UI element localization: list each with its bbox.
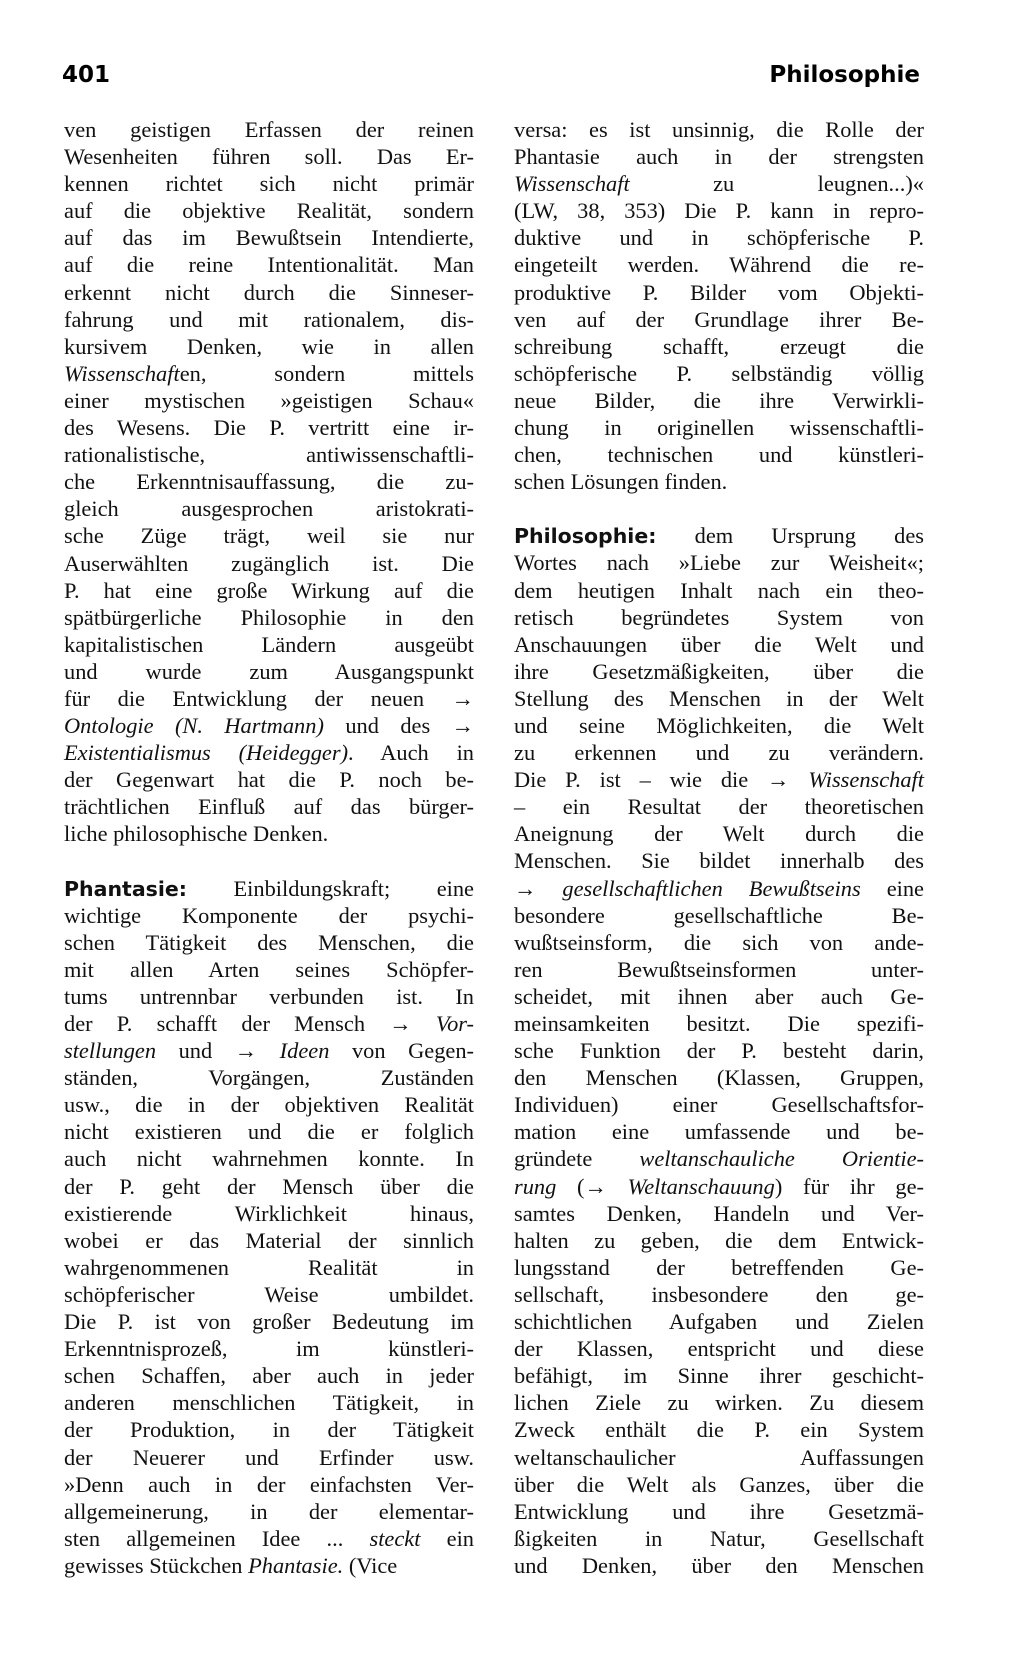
text-line: der P. schafft der Mensch → Vor- xyxy=(64,1011,474,1036)
text-line: meinsamkeiten besitzt. Die spezifi- xyxy=(514,1011,924,1036)
text-line: den Menschen (Klassen, Gruppen, xyxy=(514,1065,924,1091)
text-line: Die P. ist von großer Bedeutung im xyxy=(64,1309,474,1335)
text-line: nicht existieren und die er folglich xyxy=(64,1119,474,1145)
text-line: lichen Ziele zu wirken. Zu diesem xyxy=(514,1390,924,1416)
text-line: schreibung schafft, erzeugt die xyxy=(514,333,924,359)
text-line: und Denken, über den Menschen xyxy=(514,1552,924,1578)
text-line: schen Schaffen, aber auch in jeder xyxy=(64,1363,474,1389)
text-line: wahrgenommenen Realität in xyxy=(64,1254,474,1280)
text-line: wußtseinsform, die sich von ande- xyxy=(514,929,924,955)
text-line: Die P. ist – wie die → Wissenschaft xyxy=(514,767,924,793)
text-line: sten allgemeinen Idee ... steckt ein xyxy=(64,1525,474,1551)
text-line: Aneignung der Welt durch die xyxy=(514,821,924,847)
text-line: auch nicht wahrnehmen konnte. In xyxy=(64,1146,474,1172)
text-line: Wortes nach »Liebe zur Weisheit«; xyxy=(514,550,924,576)
text-line: zu erkennen und zu verändern. xyxy=(514,740,924,766)
text-line: ren Bewußtseinsformen unter- xyxy=(514,956,924,982)
text-line: fahrung und mit rationalem, dis- xyxy=(64,306,474,332)
text-line: allgemeinerung, in der elementar- xyxy=(64,1498,474,1524)
text-line: produktive P. Bilder vom Objekti- xyxy=(514,279,924,305)
text-line: ständen, Vorgängen, Zuständen xyxy=(64,1065,474,1091)
text-line: befähigt, im Sinne ihrer geschicht- xyxy=(514,1363,924,1389)
text-line: Entwicklung und ihre Gesetzmä- xyxy=(514,1498,924,1524)
text-line: und seine Möglichkeiten, die Welt xyxy=(514,712,924,738)
text-line: trächtlichen Einfluß auf das bürger- xyxy=(64,794,474,820)
text-line: wobei er das Material der sinnlich xyxy=(64,1227,474,1253)
right-column xyxy=(514,116,924,1579)
entry-separator xyxy=(64,848,474,875)
text-line: wichtige Komponente der psychi- xyxy=(64,902,474,928)
continuation-paragraph xyxy=(64,116,474,848)
text-line: → gesellschaftlichen Bewußtseins eine xyxy=(514,875,924,901)
text-line: Phantasie auch in der strengsten xyxy=(514,144,924,170)
page-number: 401 xyxy=(62,62,111,88)
text-line: (LW, 38, 353) Die P. kann in repro- xyxy=(514,198,924,224)
text-line: Phantasie: Einbildungskraft; eine xyxy=(64,875,474,901)
text-line: anderen menschlichen Tätigkeit, in xyxy=(64,1390,474,1416)
entry-phantasie xyxy=(64,875,474,1579)
text-line: eingeteilt werden. Während die re- xyxy=(514,252,924,278)
text-line: Auserwählten zugänglich ist. Die xyxy=(64,550,474,576)
text-line: Individuen) einer Gesellschaftsfor- xyxy=(514,1092,924,1118)
text-line: mation eine umfassende und be- xyxy=(514,1119,924,1145)
text-line: Anschauungen über die Welt und xyxy=(514,631,924,657)
entry-philosophie xyxy=(514,522,924,1579)
text-line: gleich ausgesprochen aristokrati- xyxy=(64,496,474,522)
text-line: schichtlichen Aufgaben und Zielen xyxy=(514,1309,924,1335)
text-line: der P. geht der Mensch über die xyxy=(64,1173,474,1199)
text-line: ihre Gesetzmäßigkeiten, über die xyxy=(514,658,924,684)
text-line: dem heutigen Inhalt nach ein theo- xyxy=(514,577,924,603)
text-line: che Erkenntnisauffassung, die zu- xyxy=(64,469,474,495)
text-line: gewisses Stückchen Phantasie. (Vice xyxy=(64,1552,398,1578)
text-line: der Produktion, in der Tätigkeit xyxy=(64,1417,474,1443)
text-line: gründete weltanschauliche Orientie- xyxy=(514,1146,924,1172)
text-line: kursivem Denken, wie in allen xyxy=(64,333,474,359)
running-head: Philosophie xyxy=(769,62,920,88)
text-line: für die Entwicklung der neuen → xyxy=(64,685,474,711)
text-line: Zweck enthält die P. ein System xyxy=(514,1417,924,1443)
text-line: Menschen. Sie bildet innerhalb des xyxy=(514,848,924,874)
text-line: auf die objektive Realität, sondern xyxy=(64,198,474,224)
text-line: spätbürgerliche Philosophie in den xyxy=(64,604,474,630)
text-line: mit allen Arten seines Schöpfer- xyxy=(64,956,474,982)
text-line: neue Bilder, die ihre Verwirkli- xyxy=(514,387,924,413)
text-line: retisch begründetes System von xyxy=(514,604,924,630)
text-line: der Gegenwart hat die P. noch be- xyxy=(64,767,474,793)
text-line: Erkenntnisprozeß, im künstleri- xyxy=(64,1336,474,1362)
text-line: stellungen und → Ideen von Gegen- xyxy=(64,1038,474,1064)
text-line: und wurde zum Ausgangspunkt xyxy=(64,658,474,684)
lemma-philosophie: Philosophie: xyxy=(514,524,657,549)
text-line: des Wesens. Die P. vertritt eine ir- xyxy=(64,415,474,441)
text-line: der Klassen, entspricht und diese xyxy=(514,1336,924,1362)
text-line: sche Züge trägt, weil sie nur xyxy=(64,523,474,549)
text-line: chen, technischen und künstleri- xyxy=(514,442,924,468)
text-line: samtes Denken, Handeln und Ver- xyxy=(514,1200,924,1226)
text-line: einer mystischen »geistigen Schau« xyxy=(64,387,474,413)
text-line: – ein Resultat der theoretischen xyxy=(514,794,924,820)
text-line: duktive und in schöpferische P. xyxy=(514,225,924,251)
text-line: Wissenschaften, sondern mittels xyxy=(64,360,474,386)
text-line: ßigkeiten in Natur, Gesellschaft xyxy=(514,1525,924,1551)
text-line: Ontologie (N. Hartmann) und des → xyxy=(64,713,474,739)
text-line: tums untrennbar verbunden ist. In xyxy=(64,983,474,1009)
text-line: schöpferische P. selbständig völlig xyxy=(514,360,924,386)
text-line: über die Welt als Ganzes, über die xyxy=(514,1471,924,1497)
text-line: ven geistigen Erfassen der reinen xyxy=(64,117,474,142)
text-line: sche Funktion der P. besteht darin, xyxy=(514,1038,924,1064)
text-line: chung in originellen wissenschaftli- xyxy=(514,415,924,441)
text-line: halten zu geben, die dem Entwick- xyxy=(514,1227,924,1253)
text-line: schen Lösungen finden. xyxy=(514,469,728,495)
text-line: Existentialismus (Heidegger). Auch in xyxy=(64,740,474,766)
text-line: P. hat eine große Wirkung auf die xyxy=(64,577,474,603)
text-line: usw., die in der objektiven Realität xyxy=(64,1092,474,1118)
text-line: liche philosophische Denken. xyxy=(64,821,329,847)
text-line: besondere gesellschaftliche Be- xyxy=(514,902,924,928)
text-line: kennen richtet sich nicht primär xyxy=(64,171,474,197)
text-line: erkennt nicht durch die Sinneser- xyxy=(64,279,474,305)
text-line: rung (→ Weltanschauung) für ihr ge- xyxy=(514,1173,924,1199)
text-line: kapitalistischen Ländern ausgeübt xyxy=(64,631,474,657)
text-line: auf das im Bewußtsein Intendierte, xyxy=(64,225,474,251)
text-line: sellschaft, insbesondere den ge- xyxy=(514,1281,924,1307)
text-line: rationalistische, antiwissenschaftli- xyxy=(64,442,474,468)
text-line: lungsstand der betreffenden Ge- xyxy=(514,1254,924,1280)
entry-separator xyxy=(514,495,924,522)
text-line: Stellung des Menschen in der Welt xyxy=(514,685,924,711)
text-line: Wesenheiten führen soll. Das Er- xyxy=(64,144,474,170)
text-line: existierende Wirklichkeit hinaus, xyxy=(64,1200,474,1226)
text-line: ven auf der Grundlage ihrer Be- xyxy=(514,306,924,332)
text-line: versa: es ist unsinnig, die Rolle der xyxy=(514,117,924,142)
text-line: scheidet, mit ihnen aber auch Ge- xyxy=(514,983,924,1009)
text-line: weltanschaulicher Auffassungen xyxy=(514,1444,924,1470)
left-column xyxy=(64,116,474,1579)
text-line: Wissenschaft zu leugnen...)« xyxy=(514,171,924,197)
continuation-paragraph xyxy=(514,116,924,495)
lemma-phantasie: Phantasie: xyxy=(64,876,188,901)
text-line: Philosophie: dem Ursprung des xyxy=(514,523,924,549)
text-line: der Neuerer und Erfinder usw. xyxy=(64,1444,474,1470)
text-line: schöpferischer Weise umbildet. xyxy=(64,1281,474,1307)
text-line: »Denn auch in der einfachsten Ver- xyxy=(64,1471,474,1497)
text-line: auf die reine Intentionalität. Man xyxy=(64,252,474,278)
text-line: schen Tätigkeit des Menschen, die xyxy=(64,929,474,955)
